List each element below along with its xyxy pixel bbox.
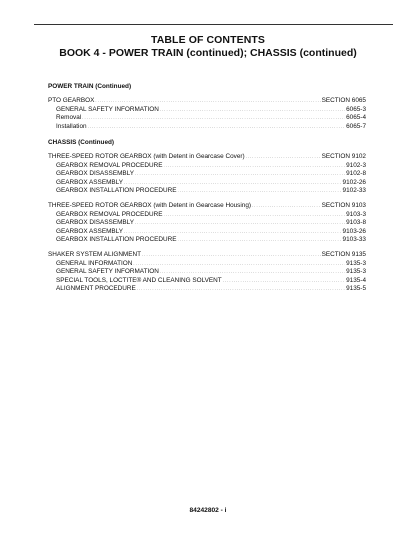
toc-entry-page-ref: 9135-5 xyxy=(346,285,366,293)
dot-leader xyxy=(135,170,345,179)
group-heading-power-train: POWER TRAIN (Continued) xyxy=(48,83,132,90)
toc-entry-page-ref: 9102-3 xyxy=(346,161,366,169)
toc-section-entry[interactable] xyxy=(48,153,366,162)
toc-entry-page-ref: 9135-3 xyxy=(346,259,366,267)
toc-entry-page-ref: 9103-26 xyxy=(342,227,366,235)
toc-entry-label: GEARBOX ASSEMBLY xyxy=(56,178,124,186)
dot-leader xyxy=(133,260,345,269)
toc-entry-label: GEARBOX DISASSEMBLY xyxy=(56,170,135,178)
toc-entry-label: PTO GEARBOX xyxy=(48,97,95,104)
toc-entry-label: ALIGNMENT PROCEDURE xyxy=(56,285,136,293)
toc-entry-label: THREE-SPEED ROTOR GEARBOX (with Detent in Gearcase Housing) xyxy=(48,202,252,209)
page-title: TABLE OF CONTENTS xyxy=(150,34,266,46)
dot-leader xyxy=(124,179,342,188)
toc-entry-page-ref: 6065-7 xyxy=(346,122,366,130)
toc-section-entry[interactable] xyxy=(48,97,366,106)
dot-leader xyxy=(164,211,346,220)
toc-subentry[interactable] xyxy=(48,285,366,294)
toc-block-section-9102 xyxy=(48,153,366,196)
toc-entry-page-ref: 9135-3 xyxy=(346,268,366,276)
dot-leader xyxy=(135,219,345,228)
toc-subentry[interactable] xyxy=(48,219,366,228)
toc-block-pto-gearbox xyxy=(48,97,366,131)
toc-entry-page-ref: 6065-3 xyxy=(346,105,366,113)
toc-subentry[interactable] xyxy=(48,106,366,115)
toc-entry-page-ref: SECTION 9103 xyxy=(321,202,366,209)
toc-subentry[interactable] xyxy=(48,236,366,245)
toc-entry-label: GENERAL SAFETY INFORMATION xyxy=(56,105,159,113)
toc-entry-label: GEARBOX REMOVAL PROCEDURE xyxy=(56,210,163,218)
page-number: 84242802 - i xyxy=(189,507,227,514)
dot-leader xyxy=(160,268,345,277)
toc-entry-page-ref: 9135-4 xyxy=(346,276,366,284)
toc-subentry[interactable] xyxy=(48,228,366,237)
toc-subentry[interactable] xyxy=(48,268,366,277)
toc-entry-page-ref: 9102-33 xyxy=(342,187,366,195)
toc-subentry[interactable] xyxy=(48,211,366,220)
dot-leader xyxy=(252,202,321,211)
dot-leader xyxy=(223,277,345,286)
toc-entry-label: SPECIAL TOOLS, LOCTITE® AND CLEANING SOLVENT xyxy=(56,276,222,284)
toc-entry-label: THREE-SPEED ROTOR GEARBOX (with Detent in Gearcase Cover) xyxy=(48,153,245,160)
dot-leader xyxy=(137,285,345,294)
toc-entry-label: GEARBOX ASSEMBLY xyxy=(56,227,124,235)
toc-entry-page-ref: 9103-33 xyxy=(342,236,366,244)
dot-leader xyxy=(82,114,345,123)
toc-entry-label: Removal xyxy=(56,114,82,122)
toc-section-entry[interactable] xyxy=(48,251,366,260)
toc-entry-label: GENERAL INFORMATION xyxy=(56,259,133,267)
dot-leader xyxy=(95,97,320,106)
toc-entry-page-ref: SECTION 9135 xyxy=(321,251,366,258)
toc-block-section-9135 xyxy=(48,251,366,294)
toc-subentry[interactable] xyxy=(48,162,366,171)
page-subtitle: BOOK 4 - POWER TRAIN (continued); CHASSIS (continued) xyxy=(59,47,357,59)
toc-entry-page-ref: 9102-8 xyxy=(346,170,366,178)
dot-leader xyxy=(142,251,321,260)
toc-subentry[interactable] xyxy=(48,123,366,132)
toc-block-section-9103 xyxy=(48,202,366,245)
dot-leader xyxy=(246,153,321,162)
toc-entry-page-ref: SECTION 9102 xyxy=(321,153,366,160)
toc-entry-label: GEARBOX INSTALLATION PROCEDURE xyxy=(56,187,177,195)
toc-subentry[interactable] xyxy=(48,260,366,269)
toc-entry-label: GEARBOX INSTALLATION PROCEDURE xyxy=(56,236,177,244)
dot-leader xyxy=(88,123,346,132)
dot-leader xyxy=(178,187,342,196)
toc-entry-page-ref: 9102-26 xyxy=(342,178,366,186)
toc-entry-page-ref: 6065-4 xyxy=(346,114,366,122)
toc-subentry[interactable] xyxy=(48,114,366,123)
toc-entry-page-ref: 9103-8 xyxy=(346,219,366,227)
toc-entry-label: SHAKER SYSTEM ALIGNMENT xyxy=(48,251,142,258)
dot-leader xyxy=(124,228,342,237)
title-block xyxy=(0,34,416,60)
dot-leader xyxy=(160,106,345,115)
toc-subentry[interactable] xyxy=(48,170,366,179)
dot-leader xyxy=(164,162,346,171)
toc-subentry[interactable] xyxy=(48,179,366,188)
toc-subentry[interactable] xyxy=(48,187,366,196)
toc-entry-label: GEARBOX DISASSEMBLY xyxy=(56,219,135,227)
dot-leader xyxy=(178,236,342,245)
toc-entry-label: GENERAL SAFETY INFORMATION xyxy=(56,268,159,276)
toc-entry-page-ref: 9103-3 xyxy=(346,210,366,218)
toc-subentry[interactable] xyxy=(48,277,366,286)
toc-entry-label: GEARBOX REMOVAL PROCEDURE xyxy=(56,161,163,169)
top-rule xyxy=(34,24,393,25)
toc-section-entry[interactable] xyxy=(48,202,366,211)
toc-entry-label: Installation xyxy=(56,122,87,130)
group-heading-chassis: CHASSIS (Continued) xyxy=(48,139,115,146)
toc-entry-page-ref: SECTION 6065 xyxy=(321,97,366,104)
